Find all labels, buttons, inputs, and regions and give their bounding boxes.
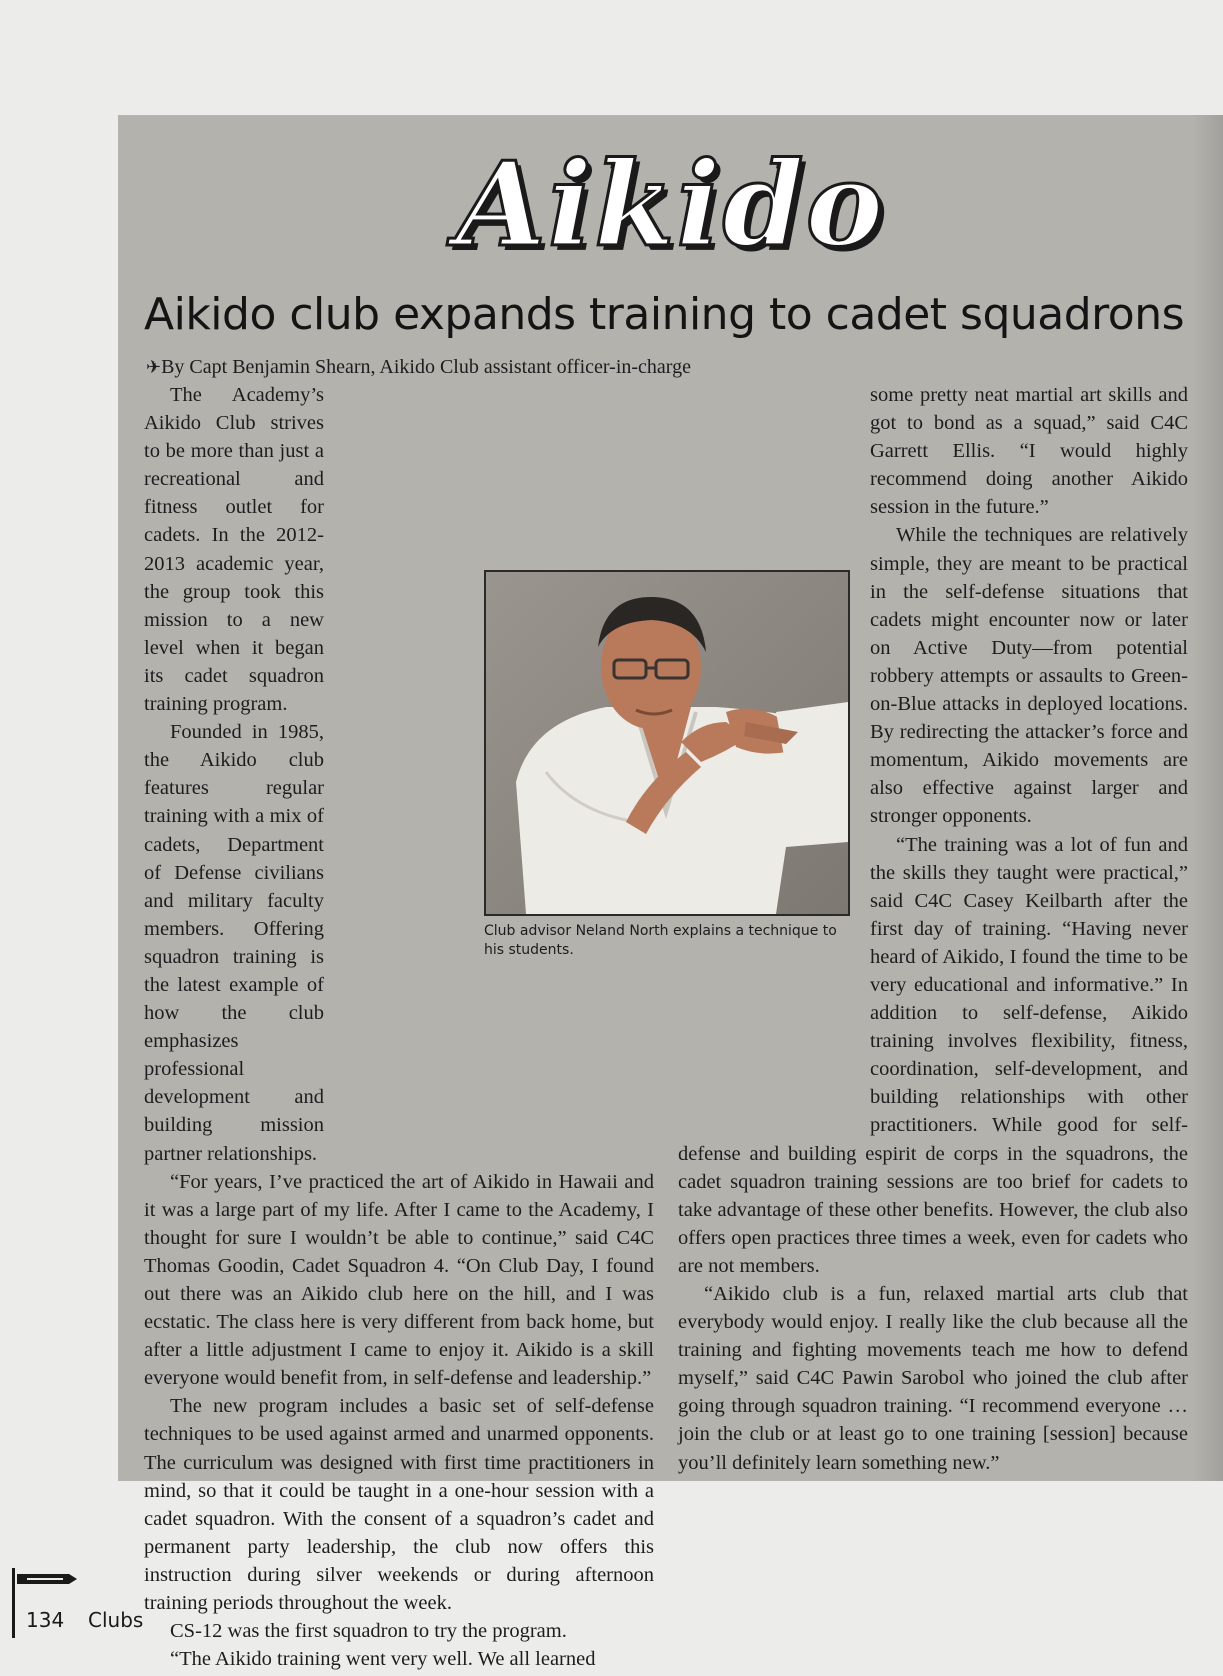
page-footer xyxy=(12,1568,312,1638)
paragraph: “The Aikido training went very well. We all learned xyxy=(170,1648,596,1671)
paragraph: The Academy’s Aikido Club strives to be more than just a recreational and fitness outlet for cadets. In the 2012-2013 academic year, the group took this mission to a new level when it began its cadet squadron training program. xyxy=(144,384,324,716)
instructor-photo xyxy=(484,570,850,916)
page-number: 134 xyxy=(26,1608,65,1632)
byline xyxy=(146,354,691,381)
paragraph: The new program includes a basic set of self-defense techniques to be used against armed and unarmed opponents. The curriculum was designed with first time practitioners in mind, so that it could be taught in a one-hour session with a cadet squadron. With the consent of a squadron’s cadet and permanent party leadership, the club now offers this instruction during silver weekends or during afternoon training periods throughout the week. xyxy=(144,1395,654,1615)
paragraph: CS-12 was the first squadron to try the program. xyxy=(170,1620,567,1643)
flag-icon xyxy=(17,1572,77,1586)
aikido-logo: Aikido xyxy=(456,137,885,273)
paragraph: While the techniques are relatively simple, they are meant to be practical in the self-defense situations that cadets might encounter now or later on Active Duty—from potential robbery attempts or assaults to Green-on-Blue attacks in deployed locations. By redirecting the attacker’s force and momentum, Aikido movements are also effective against larger and stronger opponents. xyxy=(870,524,1188,828)
section-name: Clubs xyxy=(88,1608,144,1632)
paragraph: some pretty neat martial art skills and got to bond as a squad,” said C4C Garrett Ellis. “I would highly recommend doing another Aikido session in the future.” xyxy=(870,384,1188,519)
photo-block xyxy=(484,570,850,958)
airplane-icon: ✈ xyxy=(146,357,162,378)
paragraph: “Aikido club is a fun, relaxed martial arts club that everybody would enjoy. I really like the club because all the training and fighting movements teach me how to defend myself,” said C4C Pawin Sarobol who joined the club after going through squadron training. “I recommend everyone … join the club or at least go to one training [session] because you’ll definitely learn something new.” xyxy=(678,1283,1188,1474)
paragraph: Founded in 1985, the Aikido club features regular training with a mix of cadets, Department of Defense civilians and military faculty members. Offering squadron training is the latest example of how the club emphasizes professional development and building mission partner relationships. xyxy=(144,721,324,1165)
article-panel xyxy=(118,115,1223,1671)
paragraph: “For years, I’ve practiced the art of Aikido in Hawaii and it was a large part of my life. After I came to the Academy, I thought for sure I wouldn’t be able to continue,” said C4C Thomas Goodin, Cadet Squadron 4. “On Club Day, I found out there was an Aikido club here on the hill, and I was ecstatic. The class here is very different from back home, but after a little adjustment I came to enjoy it. Aikido is a skill everyone would benefit from, in self-defense and leadership.” xyxy=(144,1170,654,1390)
article-headline: Aikido club expands training to cadet squadrons xyxy=(144,289,1185,340)
footer-rule xyxy=(12,1568,15,1638)
instructor-photo-illustration xyxy=(486,572,848,914)
photo-caption: Club advisor Neland North explains a technique to his students. xyxy=(484,923,837,958)
byline-text: By Capt Benjamin Shearn, Aikido Club assistant officer-in-charge xyxy=(161,356,691,378)
paragraph: “The training was a lot of fun and the skills they taught were practical,” said C4C Casey Keilbarth after the first day of training. “Having never heard of Aikido, I found the time to be very educational and informative.” In addition to self-defense, Aikido training involves flexibility, fitness, coordination, self-development, and building relationships with other practitioners. While good for self-defense and building espirit de corps in the squadrons, the cadet squadron training sessions are too brief for cadets to take advantage of these other benefits. However, the club also offers open practices three times a week, even for cadets who are not members. xyxy=(678,833,1188,1277)
